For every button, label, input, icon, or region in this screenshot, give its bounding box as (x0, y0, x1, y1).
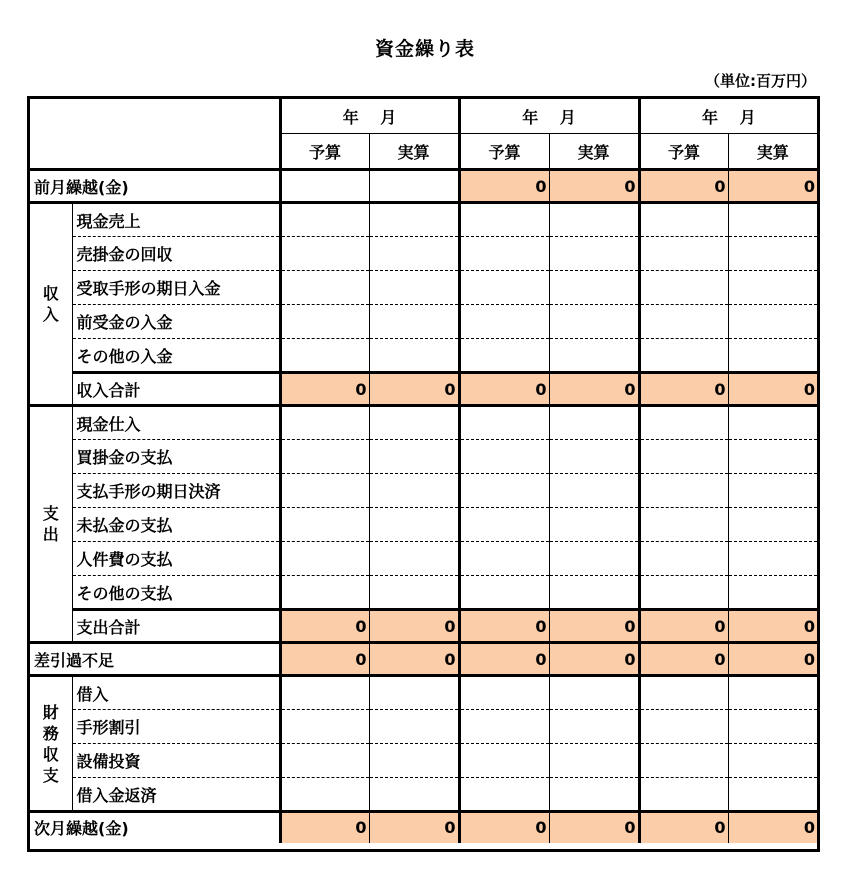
row-label: 手形割引 (72, 710, 280, 744)
value-cell[interactable] (728, 203, 817, 237)
value-cell[interactable] (459, 508, 549, 542)
value-cell[interactable] (459, 305, 549, 339)
value-cell[interactable]: 0 (639, 610, 728, 643)
row-label: 売掛金の回収 (72, 237, 280, 271)
value-cell[interactable]: 0 (728, 643, 817, 676)
value-cell[interactable] (280, 576, 369, 610)
value-cell[interactable] (459, 744, 549, 778)
value-cell[interactable]: 0 (280, 610, 369, 643)
value-cell[interactable] (280, 744, 369, 778)
value-cell[interactable] (459, 474, 549, 508)
row-label: 収入合計 (72, 373, 280, 406)
row-income-item (30, 339, 817, 373)
value-cell[interactable] (549, 778, 639, 812)
row-label: 借入 (72, 676, 280, 710)
group-label-income: 収 入 (30, 203, 72, 406)
row-finance-item (30, 744, 817, 778)
value-cell[interactable]: 0 (728, 610, 817, 643)
value-cell[interactable]: 0 (369, 373, 459, 406)
row-expense-item (30, 542, 817, 576)
value-cell[interactable] (369, 744, 459, 778)
group-label-finance: 財 務 収 支 (30, 676, 72, 812)
row-finance-item (30, 778, 817, 812)
value-cell[interactable] (549, 203, 639, 237)
row-finance-item (30, 676, 817, 710)
value-cell[interactable] (728, 305, 817, 339)
budget-header: 予算 (459, 134, 549, 170)
cash-flow-table (27, 96, 820, 852)
value-cell[interactable] (728, 474, 817, 508)
value-cell[interactable]: 0 (369, 643, 459, 676)
value-cell[interactable] (369, 542, 459, 576)
value-cell[interactable] (549, 271, 639, 305)
value-cell[interactable]: 0 (459, 610, 549, 643)
value-cell[interactable] (280, 676, 369, 710)
value-cell[interactable] (280, 271, 369, 305)
row-expense-total (30, 610, 817, 643)
row-label: その他の入金 (72, 339, 280, 373)
row-label: 前受金の入金 (72, 305, 280, 339)
value-cell[interactable] (369, 170, 459, 203)
period-3-header: 年 月 (639, 99, 817, 134)
value-cell[interactable]: 0 (280, 812, 369, 843)
value-cell[interactable] (369, 203, 459, 237)
row-label: 借入金返済 (72, 778, 280, 812)
value-cell[interactable] (459, 542, 549, 576)
value-cell[interactable] (728, 676, 817, 710)
value-cell[interactable] (549, 576, 639, 610)
value-cell[interactable] (549, 542, 639, 576)
value-cell[interactable] (280, 542, 369, 576)
value-cell[interactable] (369, 508, 459, 542)
value-cell[interactable]: 0 (639, 170, 728, 203)
value-cell[interactable]: 0 (549, 812, 639, 843)
group-label-expense: 支 出 (30, 406, 72, 643)
row-surplus (30, 643, 817, 676)
row-expense-item (30, 576, 817, 610)
value-cell[interactable] (459, 271, 549, 305)
value-cell[interactable]: 0 (639, 812, 728, 843)
row-label: 未払金の支払 (72, 508, 280, 542)
period-2-header: 年 月 (459, 99, 639, 134)
value-cell[interactable] (459, 710, 549, 744)
row-income-item (30, 271, 817, 305)
value-cell[interactable] (459, 440, 549, 474)
value-cell[interactable] (639, 271, 728, 305)
row-label: 現金売上 (72, 203, 280, 237)
value-cell[interactable]: 0 (459, 643, 549, 676)
value-cell[interactable]: 0 (728, 373, 817, 406)
value-cell[interactable] (549, 710, 639, 744)
value-cell[interactable] (639, 542, 728, 576)
row-label: 設備投資 (72, 744, 280, 778)
value-cell[interactable] (639, 440, 728, 474)
row-income-item (30, 305, 817, 339)
value-cell[interactable]: 0 (639, 373, 728, 406)
value-cell[interactable] (549, 676, 639, 710)
value-cell[interactable] (639, 576, 728, 610)
value-cell[interactable] (639, 508, 728, 542)
value-cell[interactable] (639, 710, 728, 744)
page-title: 資金繰り表 (374, 38, 475, 60)
row-income-item (30, 237, 817, 271)
actual-header: 実算 (549, 134, 639, 170)
value-cell[interactable] (728, 406, 817, 440)
actual-header: 実算 (369, 134, 459, 170)
value-cell[interactable]: 0 (459, 373, 549, 406)
budget-header: 予算 (280, 134, 369, 170)
value-cell[interactable]: 0 (549, 610, 639, 643)
value-cell[interactable] (728, 744, 817, 778)
period-1-header: 年 月 (280, 99, 459, 134)
row-expense-item (30, 508, 817, 542)
unit-label: （単位:百万円） (705, 72, 816, 90)
value-cell[interactable] (639, 744, 728, 778)
value-cell[interactable]: 0 (549, 643, 639, 676)
row-label: 受取手形の期日入金 (72, 271, 280, 305)
value-cell[interactable] (549, 406, 639, 440)
value-cell[interactable] (280, 339, 369, 373)
value-cell[interactable] (728, 710, 817, 744)
row-expense-item (30, 440, 817, 474)
value-cell[interactable] (639, 406, 728, 440)
value-cell[interactable] (369, 305, 459, 339)
header-blank (30, 99, 280, 170)
row-expense-item (30, 406, 817, 440)
value-cell[interactable] (639, 474, 728, 508)
row-income-item (30, 203, 817, 237)
value-cell[interactable]: 0 (369, 812, 459, 843)
value-cell[interactable] (639, 237, 728, 271)
row-expense-item (30, 474, 817, 508)
value-cell[interactable] (369, 406, 459, 440)
value-cell[interactable] (459, 237, 549, 271)
row-label: 支払手形の期日決済 (72, 474, 280, 508)
value-cell[interactable]: 0 (280, 643, 369, 676)
value-cell[interactable]: 0 (280, 373, 369, 406)
value-cell[interactable] (280, 203, 369, 237)
value-cell[interactable] (549, 440, 639, 474)
value-cell[interactable] (549, 339, 639, 373)
value-cell[interactable] (639, 778, 728, 812)
header-row-period (30, 99, 817, 134)
value-cell[interactable] (549, 744, 639, 778)
value-cell[interactable]: 0 (549, 373, 639, 406)
budget-header: 予算 (639, 134, 728, 170)
value-cell[interactable] (728, 440, 817, 474)
value-cell[interactable] (369, 237, 459, 271)
value-cell[interactable] (459, 676, 549, 710)
value-cell[interactable] (369, 271, 459, 305)
value-cell[interactable] (280, 406, 369, 440)
value-cell[interactable] (549, 474, 639, 508)
value-cell[interactable] (369, 339, 459, 373)
value-cell[interactable] (639, 305, 728, 339)
row-label: 支出合計 (72, 610, 280, 643)
row-label: 前月繰越(金) (30, 170, 280, 203)
value-cell[interactable] (369, 710, 459, 744)
value-cell[interactable] (549, 508, 639, 542)
row-label: 人件費の支払 (72, 542, 280, 576)
value-cell[interactable] (728, 339, 817, 373)
value-cell[interactable] (728, 508, 817, 542)
row-prev-balance (30, 170, 817, 203)
value-cell[interactable]: 0 (639, 643, 728, 676)
value-cell[interactable] (280, 170, 369, 203)
value-cell[interactable] (639, 339, 728, 373)
value-cell[interactable] (639, 676, 728, 710)
value-cell[interactable] (728, 778, 817, 812)
value-cell[interactable]: 0 (459, 812, 549, 843)
value-cell[interactable] (369, 778, 459, 812)
value-cell[interactable] (728, 271, 817, 305)
row-income-total (30, 373, 817, 406)
actual-header: 実算 (728, 134, 817, 170)
value-cell[interactable] (369, 474, 459, 508)
value-cell[interactable] (728, 576, 817, 610)
value-cell[interactable] (728, 237, 817, 271)
value-cell[interactable] (728, 542, 817, 576)
value-cell[interactable] (280, 237, 369, 271)
value-cell[interactable]: 0 (728, 170, 817, 203)
row-label: 現金仕入 (72, 406, 280, 440)
value-cell[interactable] (280, 305, 369, 339)
value-cell[interactable] (369, 440, 459, 474)
value-cell[interactable] (369, 676, 459, 710)
value-cell[interactable] (280, 508, 369, 542)
value-cell[interactable] (459, 203, 549, 237)
row-label: その他の支払 (72, 576, 280, 610)
value-cell[interactable] (549, 237, 639, 271)
row-label: 差引過不足 (30, 643, 280, 676)
value-cell[interactable] (639, 203, 728, 237)
value-cell[interactable] (280, 710, 369, 744)
value-cell[interactable] (280, 440, 369, 474)
value-cell[interactable]: 0 (459, 170, 549, 203)
value-cell[interactable] (459, 778, 549, 812)
value-cell[interactable] (280, 778, 369, 812)
value-cell[interactable] (280, 474, 369, 508)
row-finance-item (30, 710, 817, 744)
value-cell[interactable]: 0 (369, 610, 459, 643)
value-cell[interactable] (459, 576, 549, 610)
value-cell[interactable] (459, 406, 549, 440)
value-cell[interactable]: 0 (549, 170, 639, 203)
value-cell[interactable] (369, 576, 459, 610)
row-next-balance (30, 812, 817, 843)
value-cell[interactable]: 0 (728, 812, 817, 843)
value-cell[interactable] (459, 339, 549, 373)
row-label: 買掛金の支払 (72, 440, 280, 474)
value-cell[interactable] (549, 305, 639, 339)
row-label: 次月繰越(金) (30, 812, 280, 843)
